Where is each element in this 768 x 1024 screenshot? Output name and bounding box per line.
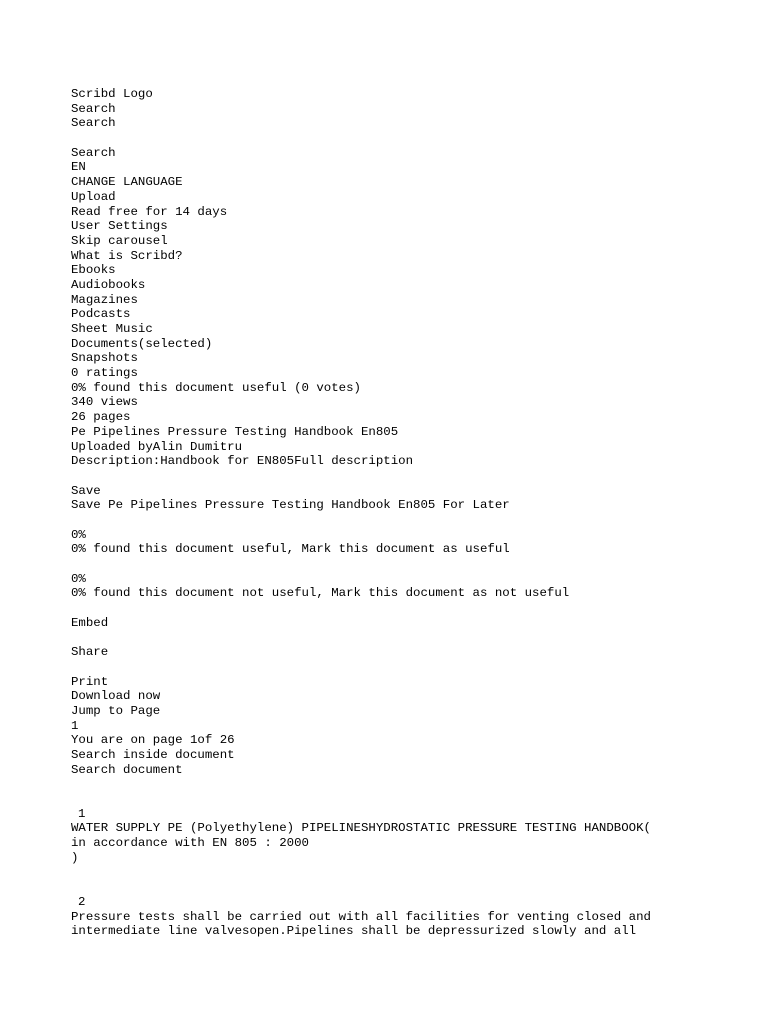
not-useful-label: 0% found this document not useful, Mark this document as not useful <box>71 586 570 601</box>
spacer <box>71 660 751 675</box>
page-number-input[interactable]: 1 <box>71 718 79 733</box>
embed-button[interactable]: Embed <box>71 615 109 630</box>
spacer <box>71 777 751 806</box>
carousel-item-magazines[interactable]: Magazines <box>71 292 138 307</box>
carousel-item-what-is-scribd[interactable]: What is Scribd? <box>71 248 183 263</box>
useful-label: 0% found this document useful, Mark this document as useful <box>71 542 510 557</box>
useful-button[interactable]: 0% <box>71 527 86 542</box>
skip-carousel-link[interactable]: Skip carousel <box>71 233 168 248</box>
language-code[interactable]: EN <box>71 160 86 175</box>
not-useful-button[interactable]: 0% <box>71 571 86 586</box>
change-language-button[interactable]: CHANGE LANGUAGE <box>71 175 183 190</box>
spacer <box>71 513 751 528</box>
search-button[interactable]: Search <box>71 101 116 116</box>
spacer <box>71 865 751 894</box>
carousel-item-sheet-music[interactable]: Sheet Music <box>71 322 153 336</box>
document-description[interactable]: Description:Handbook for EN805Full description <box>71 454 414 469</box>
page-status: You are on page 1of 26 <box>71 733 235 748</box>
page-1-line-3: ) <box>71 850 79 865</box>
carousel-item-snapshots[interactable]: Snapshots <box>71 351 138 366</box>
carousel-item-podcasts[interactable]: Podcasts <box>71 307 131 322</box>
print-button[interactable]: Print <box>71 674 109 689</box>
read-free-button[interactable]: Read free for 14 days <box>71 204 228 219</box>
spacer <box>71 131 751 146</box>
page-1-line-1: WATER SUPPLY PE (Polyethylene) PIPELINESHYDROSTATIC PRESSURE TESTING HANDBOOK( <box>71 821 651 836</box>
spacer <box>71 630 751 645</box>
carousel-item-audiobooks[interactable]: Audiobooks <box>71 277 146 292</box>
save-for-later-label: Save Pe Pipelines Pressure Testing Handbook En805 For Later <box>71 498 510 513</box>
view-count: 340 views <box>71 395 138 410</box>
search-label: Search <box>71 116 116 131</box>
share-button[interactable]: Share <box>71 645 109 660</box>
search-inside-label: Search inside document <box>71 747 235 762</box>
carousel-item-ebooks[interactable]: Ebooks <box>71 263 116 278</box>
save-button[interactable]: Save <box>71 483 101 498</box>
uploader-link[interactable]: Uploaded byAlin Dumitru <box>71 439 243 454</box>
spacer <box>71 557 751 572</box>
ratings-count: 0 ratings <box>71 366 138 381</box>
page-2-line-2: intermediate line valvesopen.Pipelines shall be depressurized slowly and all <box>71 924 637 939</box>
page-1-line-2: in accordance with EN 805 : 2000 <box>71 836 309 851</box>
spacer <box>71 601 751 616</box>
jump-to-page-label: Jump to Page <box>71 703 161 718</box>
search-input[interactable]: Search <box>71 145 116 160</box>
useful-summary: 0% found this document useful (0 votes) <box>71 380 361 395</box>
carousel-item-documents[interactable]: Documents(selected) <box>71 336 213 351</box>
spacer <box>71 469 751 484</box>
search-document-input[interactable]: Search document <box>71 762 183 777</box>
upload-button[interactable]: Upload <box>71 189 116 204</box>
download-button[interactable]: Download now <box>71 689 161 704</box>
page-number-2: 2 <box>78 894 86 909</box>
page-2-line-1: Pressure tests shall be carried out with all facilities for venting closed and <box>71 909 651 924</box>
user-settings-button[interactable]: User Settings <box>71 219 168 234</box>
scribd-logo[interactable]: Scribd Logo <box>71 87 153 101</box>
page-count: 26 pages <box>71 410 131 425</box>
page-number-1: 1 <box>78 806 86 821</box>
document-title: Pe Pipelines Pressure Testing Handbook En805 <box>71 424 399 439</box>
